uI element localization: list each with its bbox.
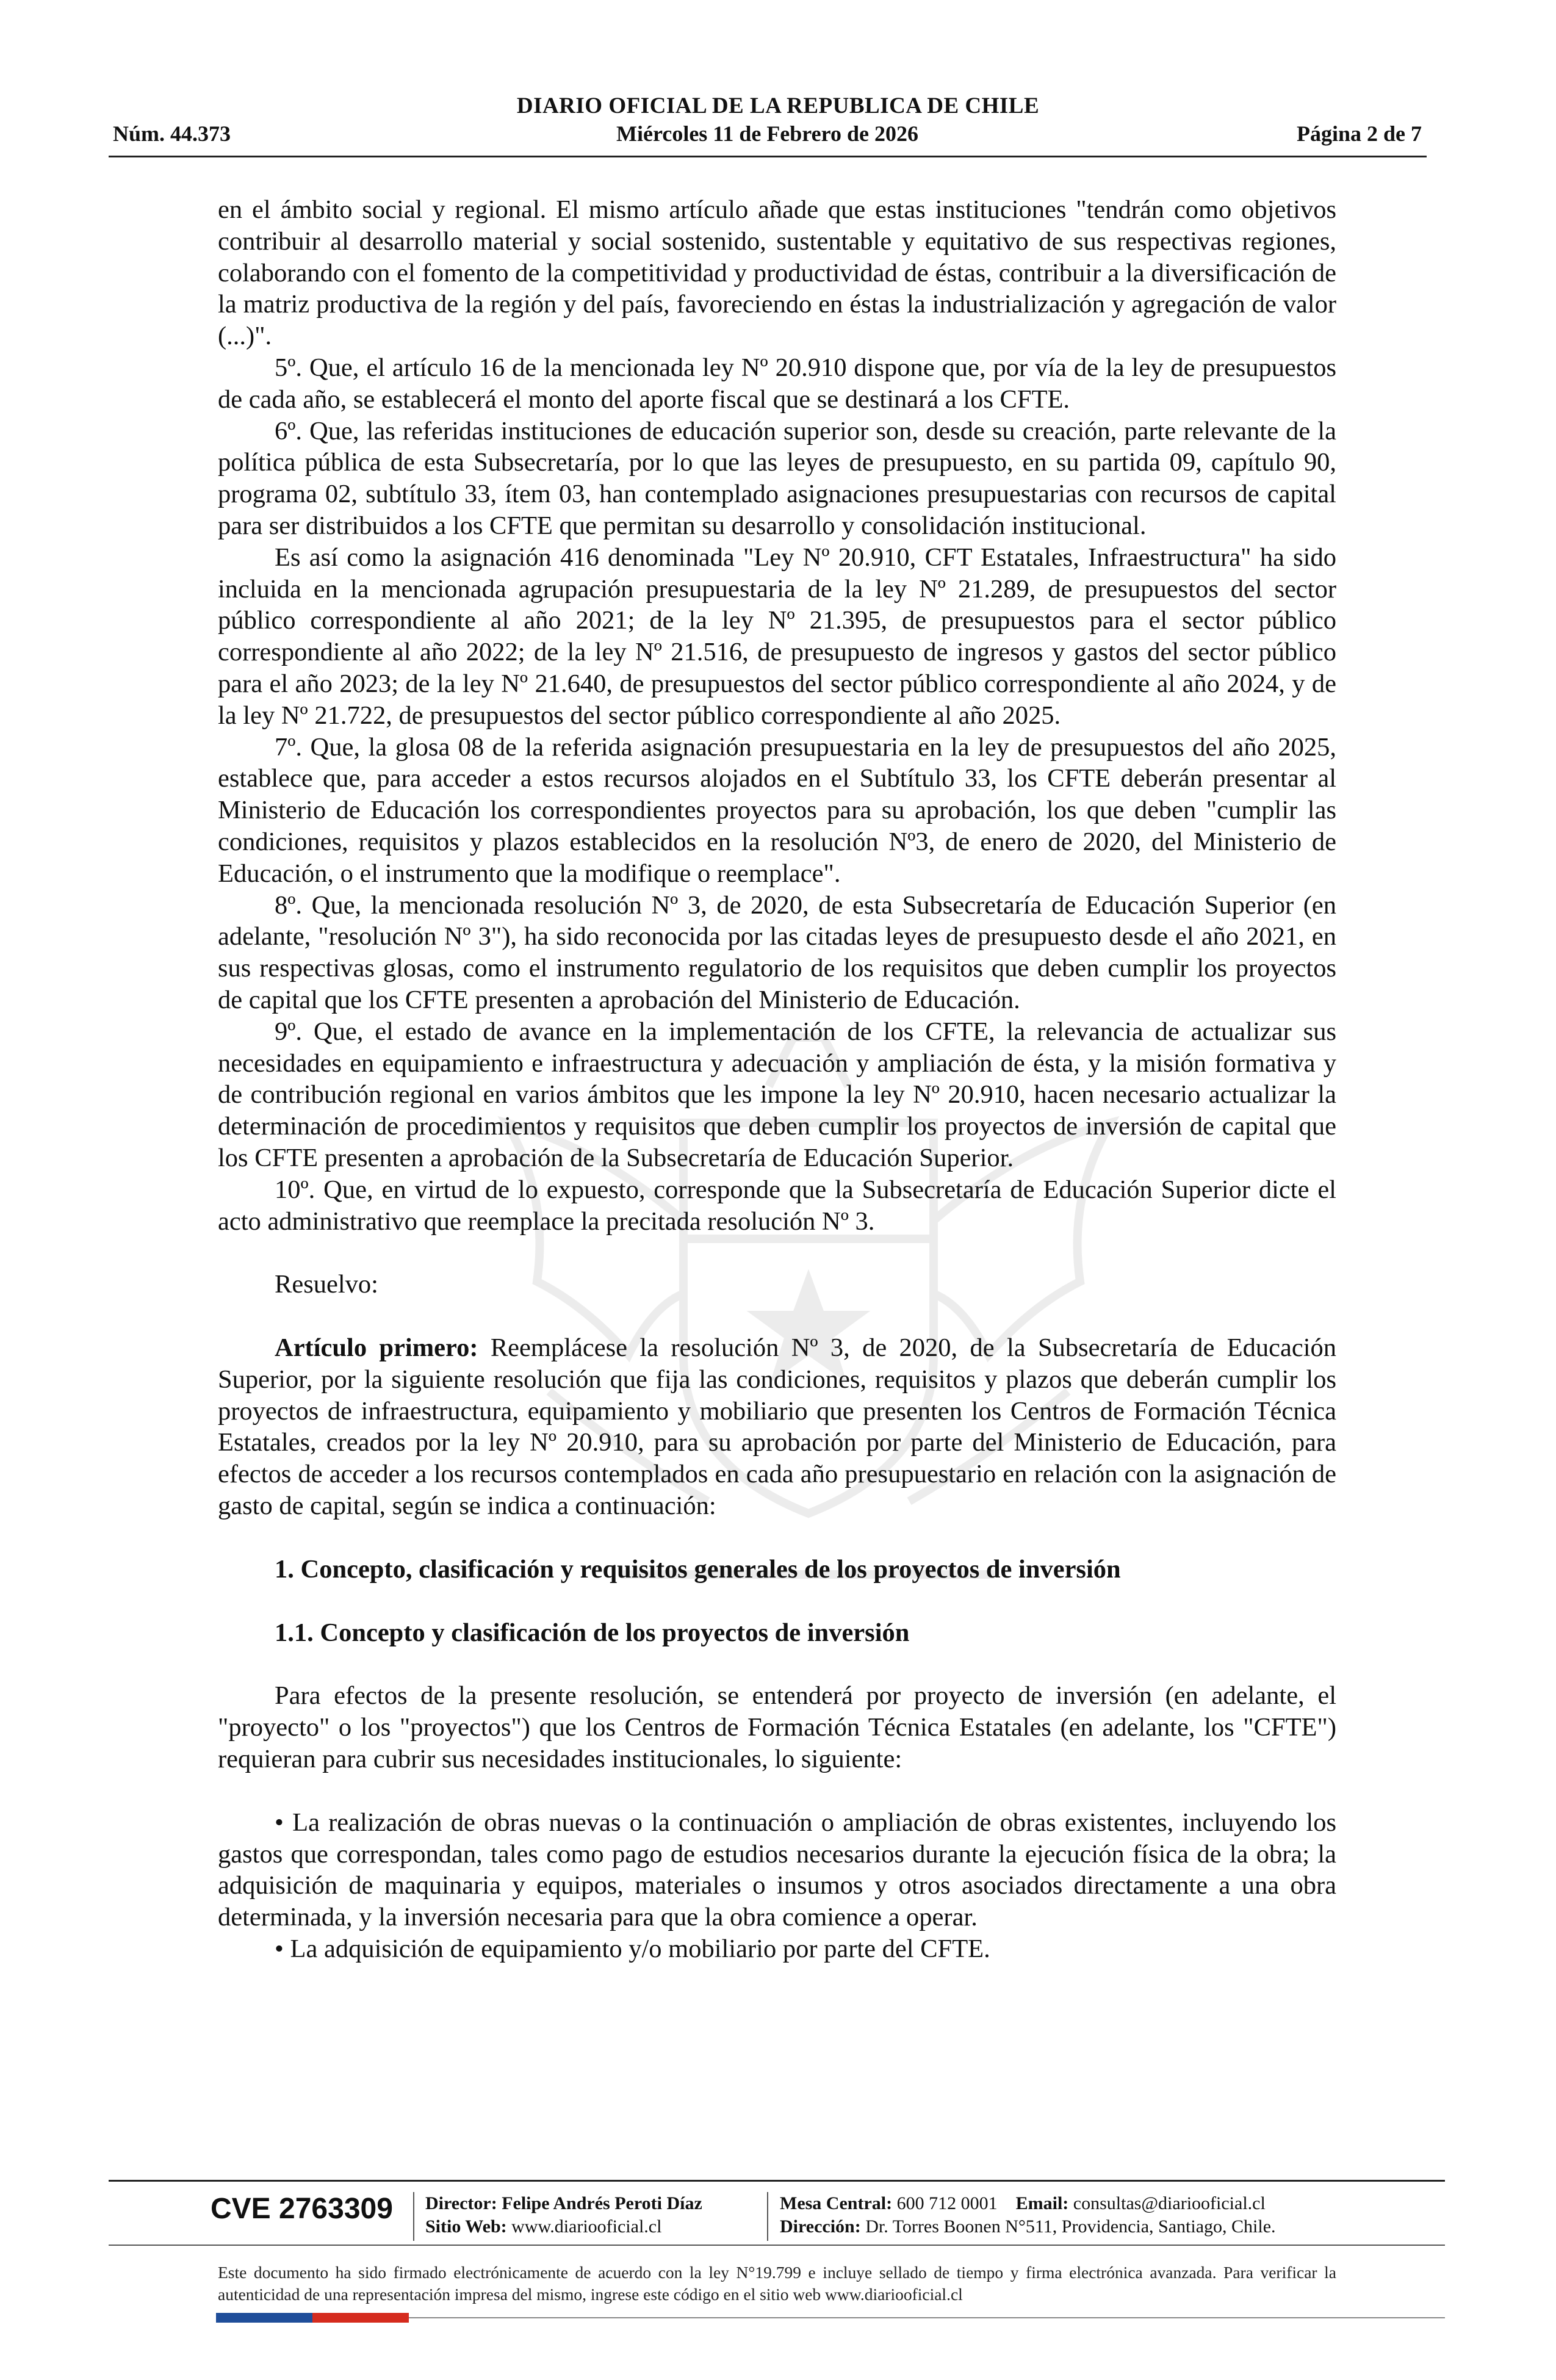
cve-code: CVE 2763309 xyxy=(211,2193,393,2225)
footer-separator xyxy=(413,2192,414,2241)
bullet-item-obras: • La realización de obras nuevas o la continuación o ampliación de obras existentes, incluyendo los gastos que correspondan, tales como pago de estudios necesarios durante la ejecución física de la obra; la adquisición de maquinaria y equipos, materiales o insumos y otros asociados directamente a una obra determinada, y la inversión necesaria para que la obra comience a operar. xyxy=(218,1808,1336,1932)
flag-color-bar xyxy=(216,2313,409,2323)
issue-number: Núm. 44.373 xyxy=(113,121,231,146)
footer-separator xyxy=(767,2192,768,2241)
footer-divider-top xyxy=(109,2180,1445,2182)
articulo-primero-text: Reemplácese la resolución Nº 3, de 2020, de la Subsecretaría de Educación Superior, por la siguiente resolución que fija las condiciones, requisitos y plazos que deberán cumplir los proyectos de infraestructura, equipamiento y mobiliario que presenten los Centros de Formación Técnica Estatales, creados por la ley Nº 20.910, para su aprobación por parte del Ministerio de Educación, para efectos de acceder a los recursos contemplados en cada año presupuestario en relación con la asignación de gasto de capital, según se indica a continuación: xyxy=(218,1333,1336,1521)
email-link[interactable]: consultas@diariooficial.cl xyxy=(1073,2193,1266,2213)
bullet-item-equipamiento: • La adquisición de equipamiento y/o mobiliario por parte del CFTE. xyxy=(275,1935,990,1964)
document-body xyxy=(218,194,1336,1965)
considerando-9: 9º. Que, el estado de avance en la implementación de los CFTE, la relevancia de actualizar sus necesidades en equipamiento e infraestructura y adecuación y ampliación de ésta, y la misión formativa y de contribución regional en varios ámbitos que les impone la ley Nº 20.910, hacen necesario actualizar la determinación de procedimientos y requisitos que deben cumplir los proyectos de inversión de capital que los CFTE presenten a aprobación de la Subsecretaría de Educación Superior. xyxy=(218,1017,1336,1172)
website-link[interactable]: www.diariooficial.cl xyxy=(511,2216,662,2237)
issue-date: Miércoles 11 de Febrero de 2026 xyxy=(616,121,918,146)
flag-bar-red xyxy=(312,2313,409,2323)
articulo-primero xyxy=(218,1332,1336,1522)
footer-divider-middle xyxy=(109,2245,1445,2246)
address-label: Dirección: xyxy=(780,2216,861,2237)
page-number: Página 2 de 7 xyxy=(1296,121,1422,146)
paragraph-continuation: en el ámbito social y regional. El mismo artículo añade que estas instituciones "tendrán como objetivos contribuir al desarrollo material y social sostenido, sustentable y equitativo de sus respectivas regiones, colaborando con el fomento de la competitividad y productividad de éstas, contribuir a la diversificación de la matriz productiva de la región y del país, favoreciendo en éstas la industrialización y agregación de valor (...)". xyxy=(218,195,1336,351)
articulo-primero-label: Artículo primero: xyxy=(275,1333,478,1363)
mesa-central-number: 600 712 0001 xyxy=(896,2193,998,2213)
director-name: Felipe Andrés Peroti Díaz xyxy=(502,2193,702,2213)
legal-notice: Este documento ha sido firmado electrónicamente de acuerdo con la ley N°19.799 e incluye sellado de tiempo y firma electrónica avanzada. Para verificar la autenticidad de una representación impresa del mismo, ingrese este código en el sitio web www.diariooficial.cl xyxy=(218,2263,1336,2304)
mesa-central-label: Mesa Central: xyxy=(780,2193,893,2213)
newspaper-title: DIARIO OFICIAL DE LA REPUBLICA DE CHILE xyxy=(516,93,1040,118)
resuelvo-label: Resuelvo: xyxy=(275,1270,378,1299)
footer-director-block xyxy=(425,2192,702,2238)
flag-bar-blue xyxy=(216,2313,312,2323)
footer-divider-bottom xyxy=(409,2317,1445,2318)
header-row xyxy=(113,121,1422,151)
director-label: Director: xyxy=(425,2193,497,2213)
asignacion-paragraph: Es así como la asignación 416 denominada "Ley Nº 20.910, CFT Estatales, Infraestructura" ha sido incluida en la mencionada agrupación presupuestaria de la ley Nº 21.289, de presupuestos del sector público correspondiente al año 2021; de la ley Nº 21.395, de presupuestos para el sector público correspondiente al año 2022; de la ley Nº 21.516, de presupuesto de ingresos y gastos del sector público para el año 2023; de la ley Nº 21.640, de presupuestos del sector público correspondiente al año 2024, y de la ley Nº 21.722, de presupuestos del sector público correspondiente al año 2025. xyxy=(218,543,1336,730)
considerando-10: 10º. Que, en virtud de lo expuesto, corresponde que la Subsecretaría de Educación Superior dicte el acto administrativo que reemplace la precitada resolución Nº 3. xyxy=(218,1175,1336,1236)
footer-contact-block xyxy=(780,2192,1276,2238)
email-label: Email: xyxy=(1015,2193,1069,2213)
definition-paragraph: Para efectos de la presente resolución, se entenderá por proyecto de inversión (en adelante, el "proyecto" o los "proyectos") que los Centros de Formación Técnica Estatales (en adelante, los "CFTE") requieran para cubrir sus necesidades institucionales, lo siguiente: xyxy=(218,1681,1336,1774)
header-divider xyxy=(109,156,1427,157)
address-text: Dr. Torres Boonen N°511, Providencia, Santiago, Chile. xyxy=(865,2216,1276,2237)
section-heading-1: 1. Concepto, clasificación y requisitos generales de los proyectos de inversión xyxy=(275,1554,1121,1584)
considerando-5: 5º. Que, el artículo 16 de la mencionada ley Nº 20.910 dispone que, por vía de la ley de presupuestos de cada año, se establecerá el monto del aporte fiscal que se destinará a los CFTE. xyxy=(218,353,1336,414)
considerando-6: 6º. Que, las referidas instituciones de educación superior son, desde su creación, parte relevante de la política pública de esta Subsecretaría, por lo que las leyes de presupuesto, en su partida 09, capítulo 90, programa 02, subtítulo 33, ítem 03, han contemplado asignaciones presupuestarias con recursos de capital para ser distribuidos a los CFTE que permitan su desarrollo y consolidación institucional. xyxy=(218,416,1336,540)
section-heading-1-1: 1.1. Concepto y clasificación de los proyectos de inversión xyxy=(275,1618,910,1647)
considerando-8: 8º. Que, la mencionada resolución Nº 3, de 2020, de esta Subsecretaría de Educación Superior (en adelante, "resolución Nº 3"), ha sido reconocida por las citadas leyes de presupuesto desde el año 2021, en sus respectivas glosas, como el instrumento regulatorio de los requisitos que deben cumplir los proyectos de capital que los CFTE presenten a aprobación del Ministerio de Educación. xyxy=(218,890,1336,1014)
considerando-7: 7º. Que, la glosa 08 de la referida asignación presupuestaria en la ley de presupuestos del año 2025, establece que, para acceder a estos recursos alojados en el Subtítulo 33, los CFTE deberán presentar al Ministerio de Educación los correspondientes proyectos para su aprobación, los que deben "cumplir las condiciones, requisitos y plazos establecidos en la resolución Nº3, de enero de 2020, del Ministerio de Educación, o el instrumento que la modifique o reemplace". xyxy=(218,732,1336,888)
website-label: Sitio Web: xyxy=(425,2216,507,2237)
